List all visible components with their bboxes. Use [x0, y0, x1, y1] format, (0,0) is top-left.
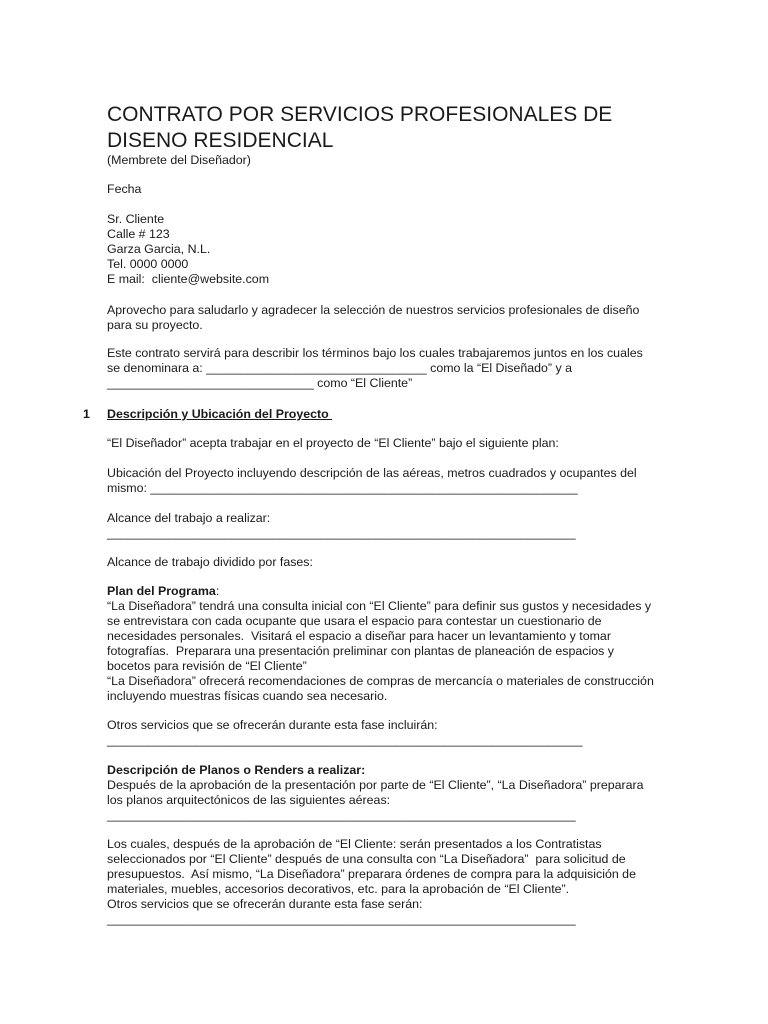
final-line: presupuestos. Así mismo, “La Diseñadora” preparara órdenes de compra para la adquisición de [107, 867, 636, 881]
scope-label: Alcance del trabajo a realizar: [107, 511, 271, 525]
plan-heading-line [107, 584, 219, 599]
final-line: materiales, muebles, accesorios decorativos, etc. para la aprobación de “El Cliente”. [107, 882, 570, 896]
planos-blank-line: ____________________________________________________________________ [107, 808, 576, 822]
document-title: CONTRATO POR SERVICIOS PROFESIONALES DE DISENO RESIDENCIAL [107, 103, 613, 152]
recipient-phone: Tel. 0000 0000 [107, 257, 189, 271]
final-line: Otros servicios que se ofrecerán durante esta fase serán: [107, 897, 423, 911]
plan-line: bocetos para revisión de “El Cliente” [107, 659, 307, 673]
scope-blank-line: ____________________________________________________________________ [107, 526, 576, 540]
section-number: 1 [83, 407, 90, 421]
planos-line: los planos arquitectónicos de las siguientes aéreas: [107, 793, 391, 807]
intro-paragraph-2-line-2: se denominara a: ________________________________ como la “El Diseñado” y a [107, 361, 573, 375]
plan-heading: Plan del Programa [107, 584, 216, 598]
final-line: seleccionados por “El Cliente” después de una consulta con “La Diseñadora” para solicitud de [107, 852, 626, 866]
intro-paragraph-2-line-1: Este contrato servirá para describir los términos bajo los cuales trabajaremos juntos en los cuales [107, 346, 643, 360]
planos-heading: Descripción de Planos o Renders a realizar: [107, 763, 366, 777]
plan-line: “La Diseñadora” ofrecerá recomendaciones de compras de mercancía o materiales de construcción [107, 674, 654, 688]
plan-line: “La Diseñadora” tendrá una consulta inicial con “El Cliente” para definir sus gustos y necesidades y [107, 599, 652, 613]
recipient-email: E mail: cliente@website.com [107, 272, 270, 286]
planos-line: Después de la aprobación de la presentación por parte de “El Cliente”, “La Diseñadora” preparara [107, 778, 644, 792]
plan-line: necesidades personales. Visitará el espacio a diseñar para hacer un levantamiento y tomar [107, 629, 611, 643]
location-line-2: mismo: ______________________________________________________________ [107, 481, 578, 495]
location-line-1: Ubicación del Proyecto incluyendo descripción de las aéreas, metros cuadrados y ocupantes del [107, 466, 637, 480]
final-blank-line: ____________________________________________________________________ [107, 912, 576, 926]
intro-paragraph-1-line-1: Aprovecho para saludarlo y agradecer la selección de nuestros servicios profesionales de diseño [107, 303, 640, 317]
final-line: Los cuales, después de la aprobación de “El Cliente: serán presentados a los Contratistas [107, 837, 602, 851]
recipient-name: Sr. Cliente [107, 212, 165, 226]
plan-line: se entrevistara con cada ocupante que usara el espacio para contestar un cuestionario de [107, 614, 602, 628]
section-paragraph-1: “El Diseñador” acepta trabajar en el proyecto de “El Cliente” bajo el siguiente plan: [107, 436, 559, 450]
other-services-blank-line: _____________________________________________________________________ [107, 733, 583, 747]
recipient-city: Garza Garcia, N.L. [107, 242, 211, 256]
other-services-label: Otros servicios que se ofrecerán durante esta fase incluirán: [107, 718, 438, 732]
section-heading: Descripción y Ubicación del Proyecto [107, 407, 333, 421]
intro-paragraph-2-line-3: ______________________________ como “El Cliente” [107, 376, 413, 390]
date-label: Fecha [107, 182, 142, 196]
plan-heading-colon: : [215, 584, 220, 598]
intro-paragraph-1-line-2: para su proyecto. [107, 318, 203, 332]
recipient-street: Calle # 123 [107, 227, 170, 241]
plan-line: incluyendo muestras físicas cuando sea necesario. [107, 689, 388, 703]
phases-label: Alcance de trabajo dividido por fases: [107, 555, 313, 569]
plan-line: fotografías. Preparara una presentación preliminar con plantas de planeación de espacios y [107, 644, 614, 658]
letterhead-note: (Membrete del Diseñador) [107, 153, 251, 167]
